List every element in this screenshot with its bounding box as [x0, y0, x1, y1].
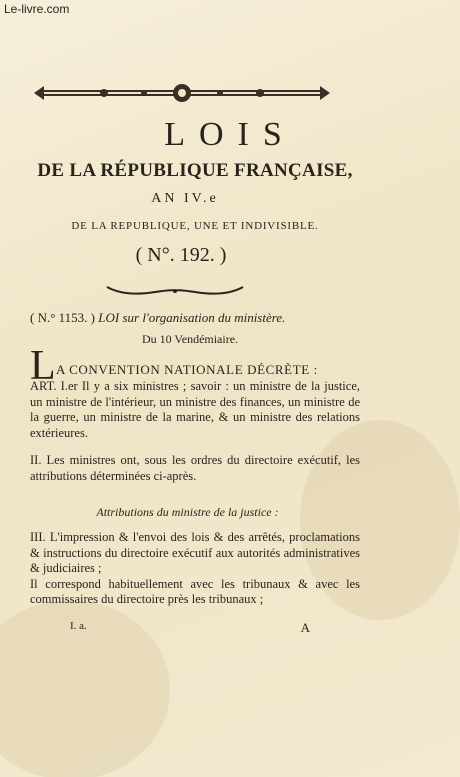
document-subtitle: DE LA RÉPUBLIQUE FRANÇAISE,: [37, 160, 353, 181]
page-footer: [70, 620, 310, 636]
article-text: Il correspond habituellement avec les tribunaux & avec les commissaires du directoire près les tribunaux ;: [30, 576, 360, 606]
issue-number: ( N°. 192. ): [135, 244, 227, 266]
date-line: Du 10 Vendémiaire.: [141, 332, 239, 346]
signature-mark: I. a.: [70, 620, 87, 632]
year-line: AN IV.e: [151, 191, 219, 206]
article-1: [30, 379, 360, 441]
signature-letter: A: [300, 620, 310, 635]
decree-intro: A CONVENTION NATIONALE DÉCRÈTE :: [56, 362, 318, 377]
article-3: [30, 530, 360, 608]
republic-line: DE LA REPUBLIQUE, UNE ET INDIVISIBLE.: [71, 220, 319, 232]
section-title: Attributions du ministre de la justice :: [96, 505, 279, 519]
flourish-divider-icon: [105, 283, 245, 299]
law-title: LOI sur l'organisation du ministère.: [98, 310, 286, 325]
article-2: [30, 453, 360, 484]
watermark-text: Le-livre.com: [4, 2, 70, 16]
article-text: III. L'impression & l'envoi des lois & des arrêtés, proclamations & instructions du directoire exécutif aux autorités administratives & judiciaires ;: [30, 530, 360, 575]
article-text: ART. I.er Il y a six ministres ; savoir : un ministre de la justice, un ministre de l'intérieur, un ministre des finances, un ministre de la guerre, un ministre de la marine, & un ministre des relations extérieures.: [30, 379, 360, 440]
drop-cap: L: [30, 343, 56, 389]
law-heading: [30, 310, 370, 326]
document-title: LOIS: [164, 116, 296, 153]
law-reference: ( N.° 1153. ): [30, 310, 96, 325]
header-ornament-icon: [34, 80, 330, 106]
article-text: II. Les ministres ont, sous les ordres du directoire exécutif, les attributions déterminées ci-après.: [30, 453, 360, 483]
